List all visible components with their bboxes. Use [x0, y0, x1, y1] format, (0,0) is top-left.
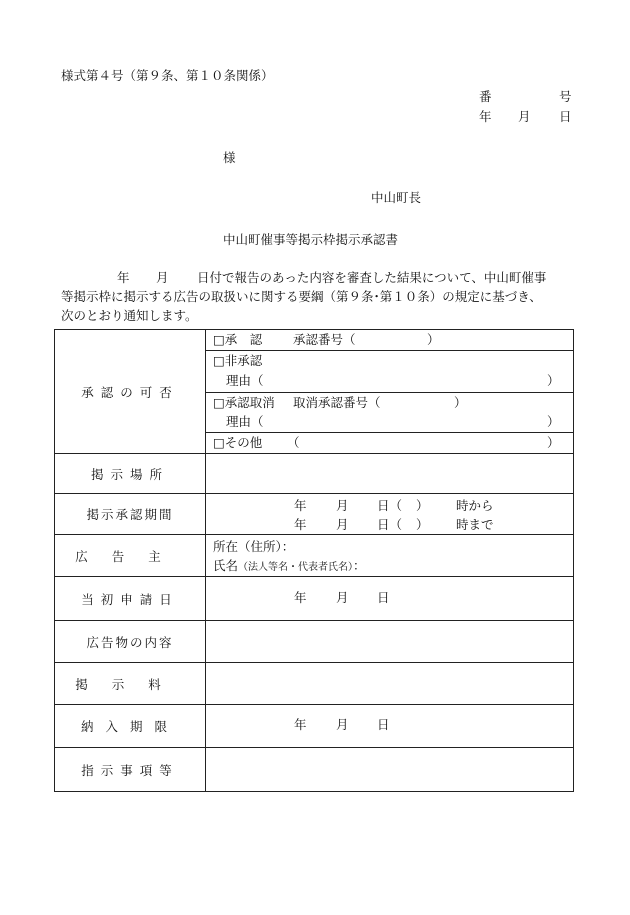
instructions-label: 指示事項等	[55, 748, 206, 792]
reject-reason-close: ）	[547, 373, 560, 388]
period-from-close: ）	[416, 498, 429, 513]
addressee-sama: 様	[223, 150, 236, 165]
location-label: 掲示場所	[55, 454, 206, 494]
other-close: ）	[547, 435, 560, 450]
application-month: 月	[336, 590, 349, 605]
content-label: 広告物の内容	[55, 621, 206, 663]
period-from-label: 時から	[456, 498, 494, 513]
advertiser-name	[213, 560, 366, 573]
date-month: 月	[518, 109, 531, 124]
period-label: 掲示承認期間	[55, 494, 206, 535]
advertiser-label: 広告主	[55, 535, 206, 577]
deadline-month: 月	[336, 717, 349, 732]
cancel-checkbox[interactable]: □承認取消	[213, 395, 275, 410]
deadline-day: 日	[377, 717, 390, 732]
application-date-label: 当初申請日	[55, 577, 206, 621]
date-year: 年	[479, 109, 492, 124]
advertiser-address: 所在（住所）：	[213, 539, 295, 554]
instructions-value	[206, 748, 574, 792]
fee-value	[206, 663, 574, 705]
deadline-year: 年	[294, 717, 307, 732]
period-to-year: 年	[294, 517, 307, 532]
period-from-month: 月	[336, 498, 349, 513]
number-go: 号	[559, 89, 572, 104]
reject-checkbox[interactable]: □非承認	[213, 353, 263, 368]
body-line3: 次のとおり通知します。	[61, 308, 198, 323]
advertiser-name-colon: ：	[353, 558, 366, 573]
period-from-year: 年	[294, 498, 307, 513]
period-to-label: 時まで	[456, 517, 494, 532]
period-value	[206, 494, 574, 535]
period-from-day: 日（	[377, 498, 403, 513]
date-day: 日	[559, 109, 572, 124]
approve-checkbox[interactable]: □承 認	[213, 332, 263, 347]
approve-number-close: ）	[427, 332, 440, 347]
advertiser-name-note: （法人等名・代表者氏名）	[238, 562, 354, 573]
cancel-number-close: ）	[454, 395, 467, 410]
advertiser-name-prefix: 氏名	[213, 558, 239, 573]
period-to-close: ）	[416, 517, 429, 532]
body-year: 年	[117, 270, 130, 285]
body-paragraph	[61, 268, 581, 325]
advertiser-value	[206, 535, 574, 577]
body-month: 月	[156, 270, 169, 285]
deadline-label: 納入期限	[55, 705, 206, 748]
other-open: （	[287, 435, 300, 450]
fee-label: 掲示料	[55, 663, 206, 705]
other-checkbox[interactable]: □その他	[213, 435, 263, 450]
application-year: 年	[294, 590, 307, 605]
approval-label: 承認の可否	[55, 330, 206, 454]
location-value	[206, 454, 574, 494]
reject-reason: 理由（	[226, 373, 264, 388]
number-ban: 番	[479, 89, 492, 104]
cancel-number: 取消承認番号（	[293, 395, 381, 410]
period-to-month: 月	[336, 517, 349, 532]
cancel-reason-close: ）	[547, 414, 560, 429]
document-title: 中山町催事等掲示枠掲示承認書	[223, 232, 399, 247]
body-line1: 日付で報告のあった内容を審査した結果について、中山町催事	[197, 270, 547, 285]
approval-table	[54, 329, 574, 792]
deadline-value	[206, 705, 574, 748]
content-value	[206, 621, 574, 663]
form-number: 様式第４号（第９条、第１０条関係）	[61, 68, 274, 83]
application-date-value	[206, 577, 574, 621]
approve-number: 承認番号（	[293, 332, 356, 347]
approval-options	[206, 330, 574, 454]
body-line2: 等掲示枠に掲示する広告の取扱いに関する要綱（第９条･第１０条）の規定に基づき、	[61, 289, 542, 304]
cancel-reason: 理由（	[226, 414, 264, 429]
application-day: 日	[377, 590, 390, 605]
issuer: 中山町長	[371, 190, 422, 205]
period-to-day: 日（	[377, 517, 403, 532]
